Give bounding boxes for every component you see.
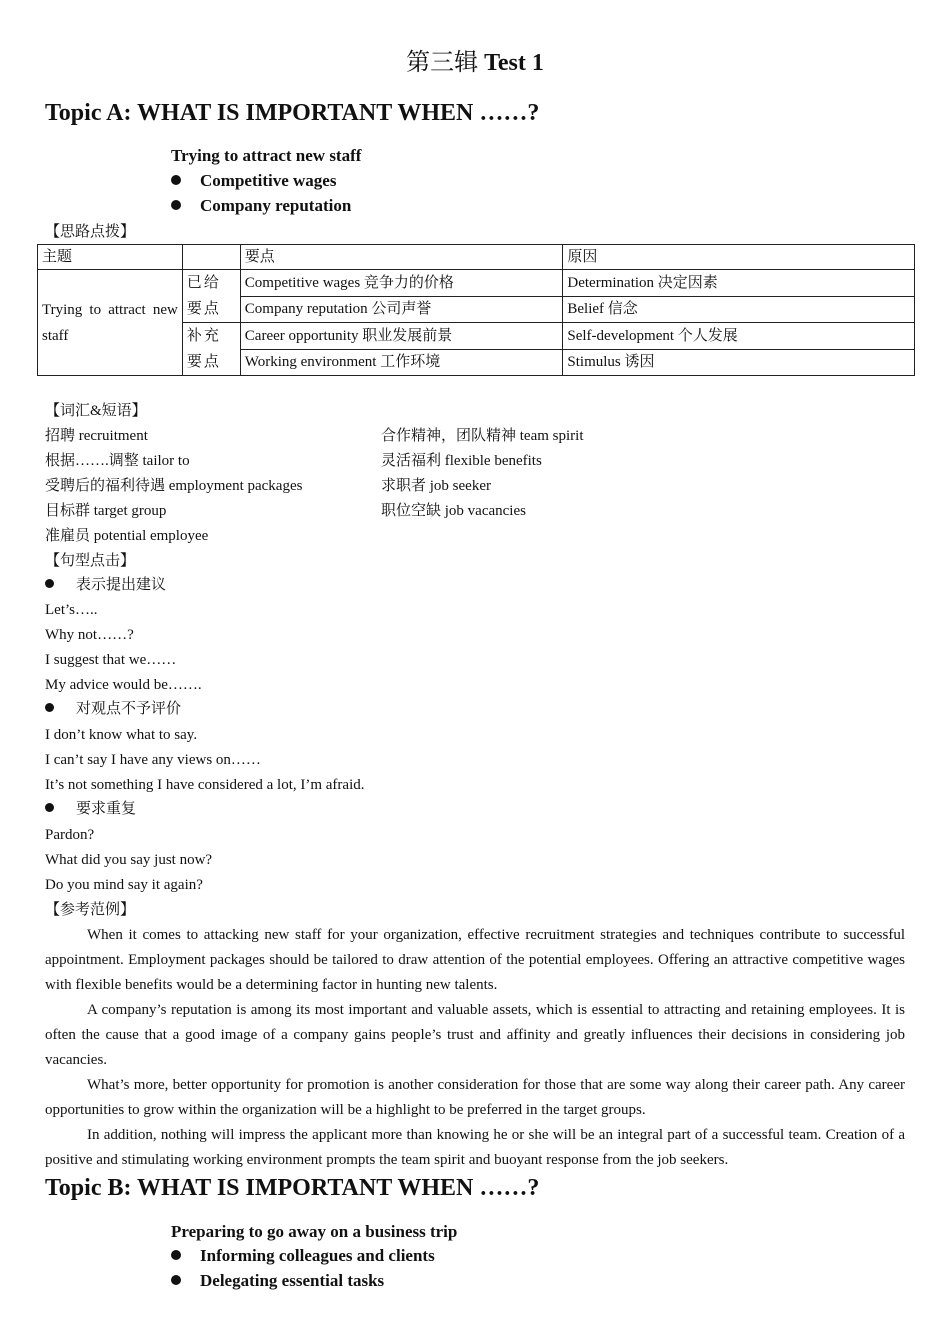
sentence-group-title: 表示提出建议 — [76, 577, 167, 593]
sentence-line: Why not……? — [45, 627, 134, 643]
sample-paragraph: When it comes to attacking new staff for your organization, effective recruitment strategies and techniques contribute to successful appointment. Employment packages should be tailored to draw attention of the potential employees. Offering an attractive competitive wages with flexible benefits would be a determining factor in hunting new talents. — [45, 927, 905, 993]
sample-paragraph: In addition, nothing will impress the applicant more than knowing he or she will be an integral part of a successful team. Creation of a positive and stimulating working environment prompts the team spirit and buoyant response from the job seekers. — [45, 1127, 905, 1168]
bullet-dot-icon — [45, 579, 54, 588]
sentence-line: I can’t say I have any views on…… — [45, 752, 261, 768]
topic-a-bullet — [171, 169, 336, 193]
table-header-row — [38, 245, 915, 270]
bullet-dot-icon — [171, 175, 181, 185]
topic-b-bullet — [171, 1244, 435, 1268]
page-title — [0, 48, 950, 78]
title-cn: 第三辑 — [406, 50, 479, 76]
vocab-item: 招聘 recruitment — [45, 428, 148, 444]
vocab-item: 目标群 target group — [45, 503, 167, 519]
bullet-text: Company reputation — [200, 196, 352, 215]
table-header-cell: 原因 — [563, 245, 915, 270]
bullet-text: Delegating essential tasks — [200, 1271, 385, 1290]
sentence-group-heading — [45, 698, 181, 720]
table-topic-cell: Trying to attract new staff — [38, 270, 183, 376]
table-header-cell — [182, 245, 240, 270]
table-row — [38, 270, 915, 297]
vocab-item: 根据…….调整 tailor to — [45, 453, 190, 469]
bullet-dot-icon — [171, 1250, 181, 1260]
sentence-group-title: 要求重复 — [76, 801, 137, 817]
sentence-line: Pardon? — [45, 827, 95, 843]
thinking-label: 【思路点拨】 — [45, 224, 136, 240]
sentence-line: I don’t know what to say. — [45, 727, 198, 743]
vocab-item: 准雇员 potential employee — [45, 528, 209, 544]
bullet-dot-icon — [171, 200, 181, 210]
sample-paragraph: A company’s reputation is among its most important and valuable assets, which is essential to attracting and retaining employees. It is often the cause that a good image of a company gains people’s trust and affinity and greatly influences their decisions in considering job vacancies. — [45, 1002, 905, 1068]
vocab-item: 灵活福利 flexible benefits — [381, 453, 542, 469]
bullet-dot-icon — [45, 703, 54, 712]
table-header-cell: 要点 — [240, 245, 563, 270]
table-point-cell: Career opportunity 职业发展前景 — [240, 323, 563, 350]
bullet-dot-icon — [45, 803, 54, 812]
bullet-dot-icon — [171, 1275, 181, 1285]
bullet-text: Competitive wages — [200, 171, 337, 190]
ideas-table — [37, 244, 915, 376]
table-point-cell: Company reputation 公司声誉 — [240, 296, 563, 323]
sentence-line: What did you say just now? — [45, 852, 213, 868]
topic-b-bullet — [171, 1269, 384, 1293]
table-point-cell: Competitive wages 竞争力的价格 — [240, 270, 563, 297]
sentence-line: I suggest that we…… — [45, 652, 177, 668]
vocab-item: 合作精神，团队精神 team spirit — [381, 428, 584, 444]
table-reason-cell: Self-development 个人发展 — [563, 323, 915, 350]
sentence-group-heading — [45, 574, 166, 596]
topic-a-heading: Topic A: WHAT IS IMPORTANT WHEN ……? — [45, 100, 540, 126]
vocab-label: 【词汇&短语】 — [45, 403, 147, 419]
table-point-cell: Working environment 工作环境 — [240, 349, 563, 376]
table-reason-cell: Belief 信念 — [563, 296, 915, 323]
sentence-line: My advice would be……. — [45, 677, 202, 693]
sample-label: 【参考范例】 — [45, 902, 136, 918]
bullet-text: Informing colleagues and clients — [200, 1246, 435, 1265]
topic-b-heading: Topic B: WHAT IS IMPORTANT WHEN ……? — [45, 1175, 540, 1201]
table-reason-cell: Determination 决定因素 — [563, 270, 915, 297]
table-header-cell: 主题 — [38, 245, 183, 270]
sentence-group-title: 对观点不予评价 — [76, 701, 182, 717]
vocab-item: 职位空缺 job vacancies — [381, 503, 526, 519]
table-added-label: 补充要点 — [182, 323, 240, 376]
topic-a-bullet — [171, 194, 351, 218]
title-en: Test 1 — [484, 50, 544, 76]
sentence-line: Do you mind say it again? — [45, 877, 203, 893]
table-reason-cell: Stimulus 诱因 — [563, 349, 915, 376]
sentence-line: It’s not something I have considered a lot, I’m afraid. — [45, 777, 365, 793]
sentence-label: 【句型点击】 — [45, 553, 136, 569]
topic-a-subtitle: Trying to attract new staff — [171, 146, 362, 165]
vocab-item: 受聘后的福利待遇 employment packages — [45, 478, 303, 494]
sentence-line: Let’s….. — [45, 602, 98, 618]
vocab-item: 求职者 job seeker — [381, 478, 491, 494]
table-given-label: 已给要点 — [182, 270, 240, 323]
sentence-group-heading — [45, 798, 136, 820]
sample-paragraph: What’s more, better opportunity for promotion is another consideration for those that are some way along their career path. Any career opportunities to grow within the organization will be a highlight to be preferred in the target groups. — [45, 1077, 905, 1118]
topic-b-subtitle: Preparing to go away on a business trip — [171, 1222, 458, 1241]
